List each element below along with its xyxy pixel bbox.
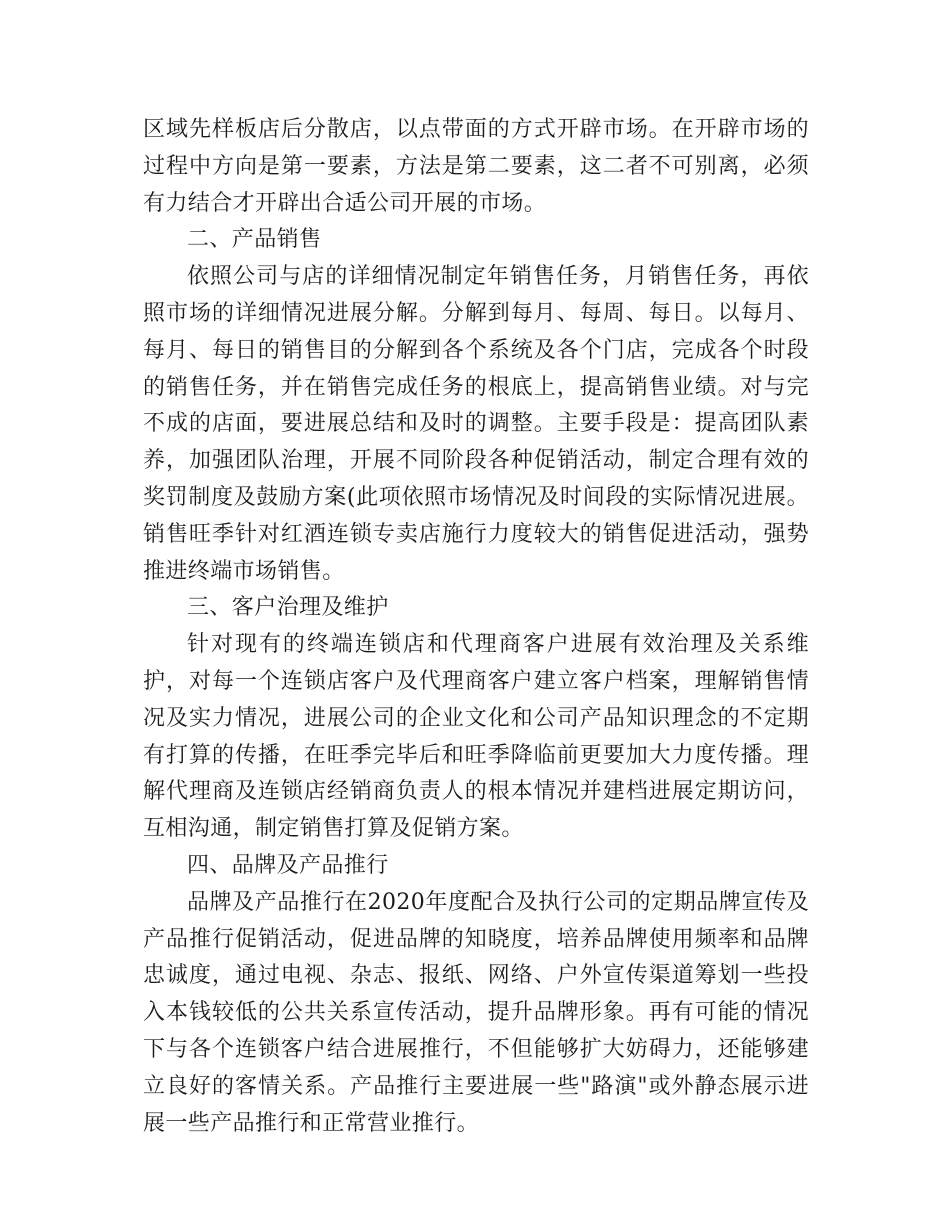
heading-product-sales: 二、产品销售 — [187, 227, 322, 253]
paragraph-product-sales: 依照公司与店的详细情况制定年销售任务，月销售任务，再依照市场的详细情况进展分解。分解到每月、每周、每日。以每月、每月、每日的销售目的分解到各个系统及各个门店，完成各个时段的销售任务，并在销售完成任务的根底上，提高销售业绩。对与完不成的店面，要进展总结和及时的调整。主要手段是：提高团队素养，加强团队治理，开展不同阶段各种促销活动，制定合理有效的奖罚制度及鼓励方案(此项依照市场情况及时间段的实际情况进展。销售旺季针对红酒连锁专卖店施行力度较大的销售促进活动，强势推进终端市场销售。 — [143, 264, 809, 584]
document-body — [143, 112, 809, 1142]
paragraph-market-opening: 区域先样板店后分散店，以点带面的方式开辟市场。在开辟市场的过程中方向是第一要素，方法是第二要素，这二者不可别离，必须有力结合才开辟出合适公司开展的市场。 — [143, 117, 809, 216]
heading-customer-management: 三、客户治理及维护 — [187, 595, 389, 621]
heading-brand-promotion: 四、品牌及产品推行 — [187, 852, 389, 878]
paragraph-customer-management: 针对现有的终端连锁店和代理商客户进展有效治理及关系维护，对每一个连锁店客户及代理商客户建立客户档案，理解销售情况及实力情况，进展公司的企业文化和公司产品知识理念的不定期有打算的传播，在旺季完毕后和旺季降临前更要加大力度传播。理解代理商及连锁店经销商负责人的根本情况并建档进展定期访问，互相沟通，制定销售打算及促销方案。 — [143, 632, 809, 842]
paragraph-brand-promotion: 品牌及产品推行在2020年度配合及执行公司的定期品牌宣传及产品推行促销活动，促进品牌的知晓度，培养品牌使用频率和品牌忠诚度，通过电视、杂志、报纸、网络、户外宣传渠道筹划一些投入本钱较低的公共关系宣传活动，提升品牌形象。再有可能的情况下与各个连锁客户结合进展推行，不但能够扩大妨碍力，还能够建立良好的客情关系。产品推行主要进展一些"路演"或外静态展示进展一些产品推行和正常营业推行。 — [143, 889, 809, 1136]
